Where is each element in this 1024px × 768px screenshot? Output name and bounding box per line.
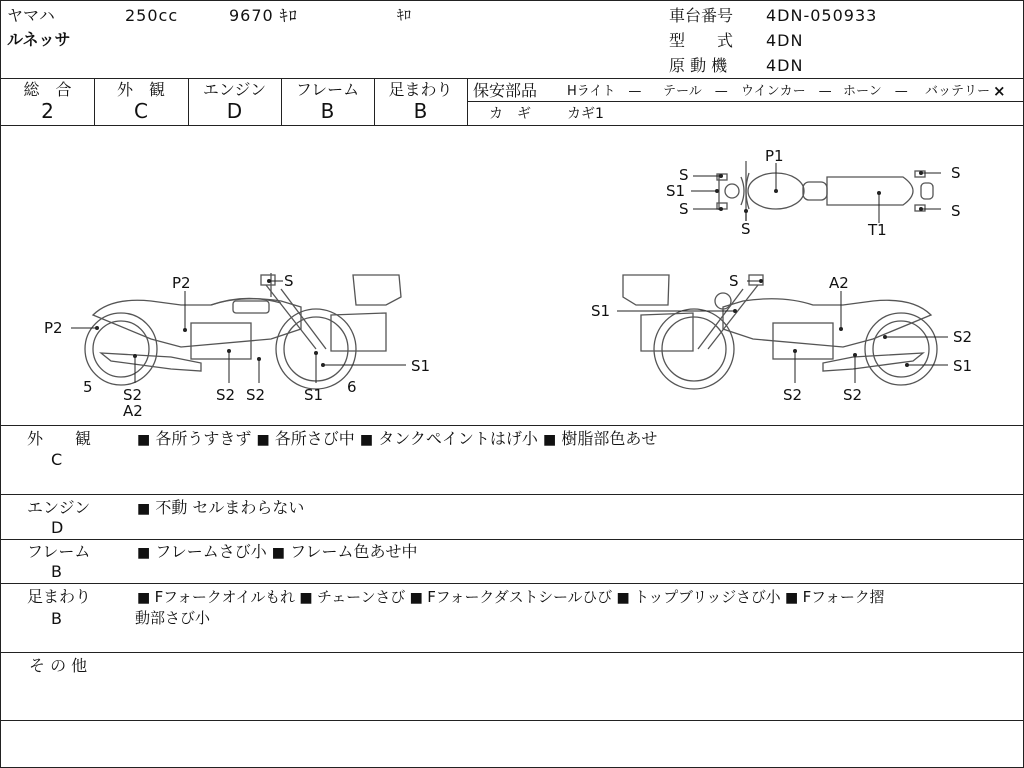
grade-exterior-label: 外 観 [116, 80, 165, 99]
divider [1, 78, 1023, 79]
divider [1, 652, 1023, 653]
mark-left-S2: S2 [123, 386, 143, 404]
grade-overall-value: 2 [41, 99, 54, 123]
divider [1, 539, 1023, 540]
safety-taillight: テール — [663, 84, 728, 99]
mileage: 9670 ｷﾛ [229, 6, 298, 25]
remark-continuation-suspension: 動部さび小 [135, 609, 211, 627]
remark-label-frame: フレーム [27, 542, 91, 561]
mark-top-S: S [951, 164, 961, 182]
key-label: カ ギ [489, 106, 531, 122]
battery-mark: × [993, 82, 1006, 100]
mark-top-S1: S1 [666, 182, 686, 200]
displacement: 250cc [125, 6, 179, 25]
divider [1, 583, 1023, 584]
grade-engine-value: D [226, 99, 243, 123]
mark-top-T1: T1 [868, 221, 887, 239]
remark-items-suspension: ■ Fフォークオイルもれ ■ チェーンさび ■ Fフォークダストシールひび ■ トップブリッジさび小 ■ Fフォーク摺 [137, 588, 885, 606]
mark-top-S: S [679, 200, 689, 218]
remark-grade-frame: B [51, 562, 62, 581]
mark-right-S2: S2 [953, 328, 973, 346]
divider [1, 720, 1023, 721]
remark-label-other: そ の 他 [29, 656, 88, 675]
type-value: 4DN [766, 31, 804, 50]
safety-battery: バッテリー [925, 84, 991, 99]
maker: ヤマハ [7, 6, 55, 25]
type-label: 型 式 [669, 31, 734, 50]
mark-left-6: 6 [347, 378, 357, 396]
remark-items-engine: ■ 不動 セルまわらない [137, 498, 305, 517]
mark-left-S2: S2 [246, 386, 266, 404]
mark-right-S2: S2 [783, 386, 803, 404]
remark-items-frame: ■ フレームさび小 ■ フレーム色あせ中 [137, 542, 418, 561]
mark-left-S: S [284, 272, 294, 290]
mileage-unit: ｷﾛ [397, 8, 411, 24]
remark-items-exterior: ■ 各所うすきず ■ 各所さび中 ■ タンクペイントはげ小 ■ 樹脂部色あせ [137, 429, 658, 448]
grade-frame-value: B [320, 99, 335, 123]
grade-exterior-value: C [134, 99, 148, 123]
engine-value: 4DN [766, 56, 804, 75]
mark-right-S: S [729, 272, 739, 290]
remark-label-engine: エンジン [27, 498, 91, 517]
frame-no: 4DN-050933 [766, 6, 878, 25]
remark-grade-exterior: C [51, 450, 63, 469]
mark-top-S: S [741, 220, 751, 238]
divider [1, 425, 1023, 426]
frame-no-label: 車台番号 [669, 6, 734, 25]
top-view-motorcycle [717, 161, 933, 221]
mark-top-S: S [951, 202, 961, 220]
mark-left-P2: P2 [44, 319, 63, 337]
mark-top-S: S [679, 166, 689, 184]
engine-label: 原 動 機 [669, 56, 728, 75]
mark-right-S1: S1 [591, 302, 611, 320]
remark-label-exterior: 外 観 [27, 429, 92, 448]
safety-label: 保安部品 [473, 81, 538, 100]
divider [1, 494, 1023, 495]
mark-left-S1: S1 [411, 357, 431, 375]
mark-right-S2: S2 [843, 386, 863, 404]
remark-label-suspension: 足まわり [27, 587, 92, 606]
mark-top-P1: P1 [765, 147, 784, 165]
grade-frame-label: フレーム [295, 80, 360, 99]
grade-suspension-value: B [413, 99, 428, 123]
motorcycle-diagram [1, 125, 1023, 425]
mark-left-S1: S1 [304, 386, 324, 404]
mark-left-A2: A2 [123, 402, 143, 420]
grade-overall-label: 総 合 [23, 80, 72, 99]
safety-horn: ホーン — [843, 84, 908, 99]
mark-left-S2: S2 [216, 386, 236, 404]
left-side-motorcycle [85, 273, 401, 389]
grade-engine-label: エンジン [202, 80, 267, 99]
key-value: カギ1 [567, 106, 604, 122]
mark-left-5: 5 [83, 378, 93, 396]
remark-grade-suspension: B [51, 609, 62, 628]
grade-suspension-label: 足まわり [388, 80, 453, 99]
mark-right-S1: S1 [953, 357, 973, 375]
right-side-motorcycle [623, 275, 937, 389]
mark-left-P2: P2 [172, 274, 191, 292]
safety-headlight: Hライト — [567, 84, 642, 99]
mark-right-A2: A2 [829, 274, 849, 292]
safety-winker: ウインカー — [741, 84, 832, 99]
model-name: ルネッサ [7, 30, 71, 49]
remark-grade-engine: D [51, 518, 64, 537]
